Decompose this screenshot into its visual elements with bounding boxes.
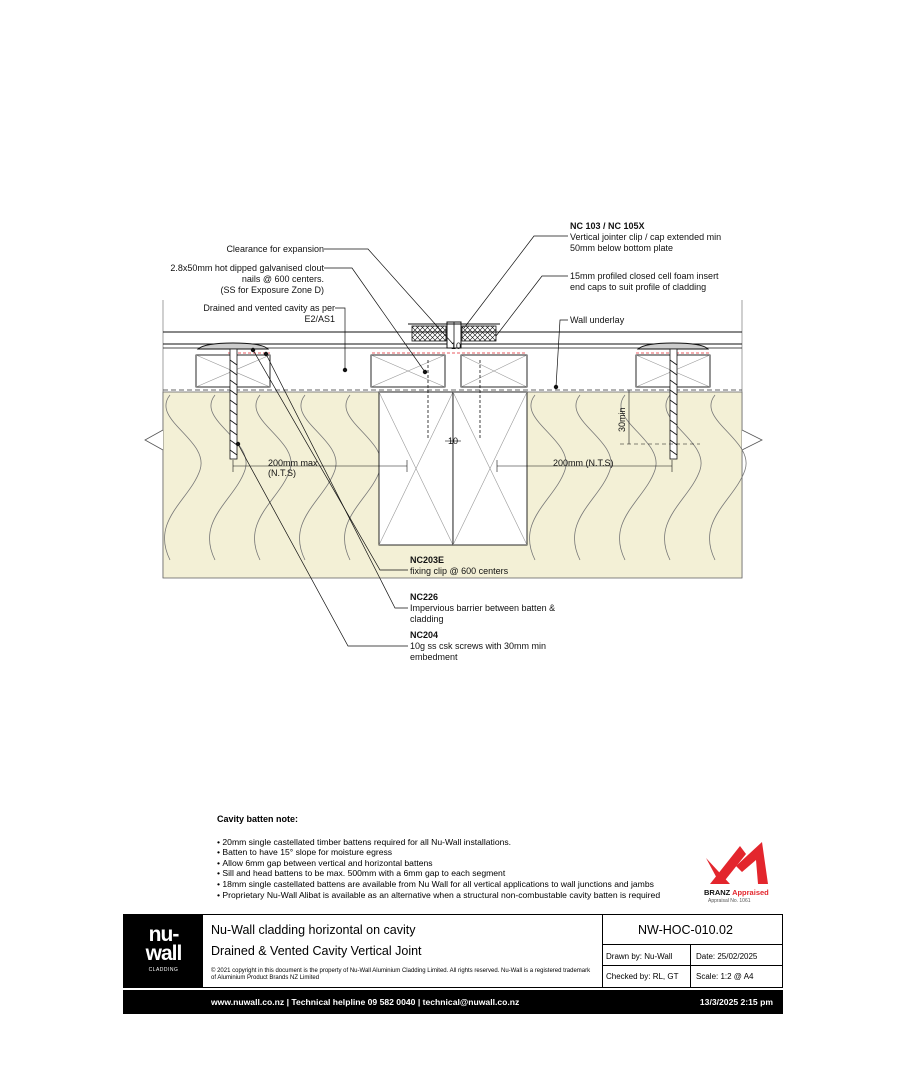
drawing-number: NW-HOC-010.02: [638, 923, 733, 937]
copyright: © 2021 copyright in this document is the property of Nu-Wall Aluminium Cladding Limited. All rights reserved. Nu-Wall is a registered trademark of Aluminium Product Brands NZ Limited: [211, 968, 591, 981]
callout-nc103-1: Vertical jointer clip / cap extended min: [570, 232, 722, 242]
note-item: • Batten to have 15° slope for moisture egress: [217, 847, 737, 858]
footer-bar: [123, 990, 783, 1014]
dim-left-1: 200mm max: [268, 458, 318, 468]
callout-nc204-title: NC204: [410, 630, 439, 640]
callout-nc203e-title: NC203E: [410, 555, 445, 565]
callout-nc103-title: NC 103 / NC 105X: [570, 221, 645, 231]
callout-nails-3: (SS for Exposure Zone D): [220, 285, 324, 295]
callout-nc226-2: cladding: [410, 614, 444, 624]
dim-right: 200mm (N.T.S): [553, 458, 614, 468]
callout-cavity-2: E2/AS1: [304, 314, 335, 324]
nuwall-logo: [124, 915, 203, 987]
branz-mark-icon: [700, 840, 780, 888]
callout-nails-2: nails @ 600 centers.: [241, 274, 324, 284]
cavity-batten-notes: [217, 814, 737, 900]
branz-name: BRANZ: [704, 888, 731, 897]
callout-nc203e-1: fixing clip @ 600 centers: [410, 566, 509, 576]
callout-underlay: Wall underlay: [570, 315, 625, 325]
note-item: • 20mm single castellated timber battens required for all Nu-Wall installations.: [217, 837, 737, 848]
dim-left-2: (N.T.S): [268, 468, 296, 478]
dim-clip: 10: [451, 341, 462, 351]
note-item: • 18mm single castellated battens are available from Nu Wall for all vertical applications to wall junctions and jambs: [217, 879, 737, 890]
callout-cavity-1: Drained and vented cavity as per: [203, 303, 335, 313]
logo-line-2: wall: [145, 942, 182, 965]
logo-line-3: CLADDING: [148, 967, 179, 973]
callout-nc226-title: NC226: [410, 592, 439, 602]
callout-nc226-1: Impervious barrier between batten &: [410, 603, 556, 613]
drawing-title: Nu-Wall cladding horizontal on cavity: [211, 923, 416, 937]
dim-embed: 30min: [617, 407, 627, 432]
callout-nc204-2: embedment: [410, 652, 458, 662]
date: Date: 25/02/2025: [696, 952, 758, 961]
dim-gap: 10: [448, 436, 459, 446]
title-block: [123, 914, 783, 988]
studs: [379, 392, 527, 545]
callout-nc204-1: 10g ss csk screws with 30mm min: [410, 641, 547, 651]
callout-foam-2: end caps to suit profile of cladding: [570, 282, 707, 292]
callout-nails-1: 2.8x50mm hot dipped galvanised clout: [170, 263, 324, 273]
note-item: • Sill and head battens to be max. 500mm with a 6mm gap to each segment: [217, 868, 737, 879]
branz-appraised: Appraised: [732, 888, 769, 897]
scale: Scale: 1:2 @ A4: [696, 972, 754, 981]
checked-by: Checked by: RL, GT: [606, 972, 679, 981]
notes-title: Cavity batten note:: [217, 814, 299, 824]
footer-timestamp: 13/3/2025 2:15 pm: [699, 997, 773, 1007]
branz-sub: Appraisal No. 1061: [708, 898, 751, 904]
note-item: • Proprietary Nu-Wall Alibat is available as an alternative when a structural non-combustable cavity batten is required: [217, 890, 737, 901]
note-item: • Allow 6mm gap between vertical and horizontal battens: [217, 858, 737, 869]
callout-nc103-2: 50mm below bottom plate: [570, 243, 674, 253]
drawing-subtitle: Drained & Vented Cavity Vertical Joint: [211, 944, 422, 958]
callout-clearance: Clearance for expansion: [226, 244, 324, 254]
logo-line-1: nu-: [148, 923, 179, 946]
footer-contact: www.nuwall.co.nz | Technical helpline 09 582 0040 | technical@nuwall.co.nz: [211, 997, 520, 1007]
branz-appraised-logo: [700, 840, 780, 906]
drawn-by: Drawn by: Nu-Wall: [606, 952, 673, 961]
callout-foam-1: 15mm profiled closed cell foam insert: [570, 271, 719, 281]
